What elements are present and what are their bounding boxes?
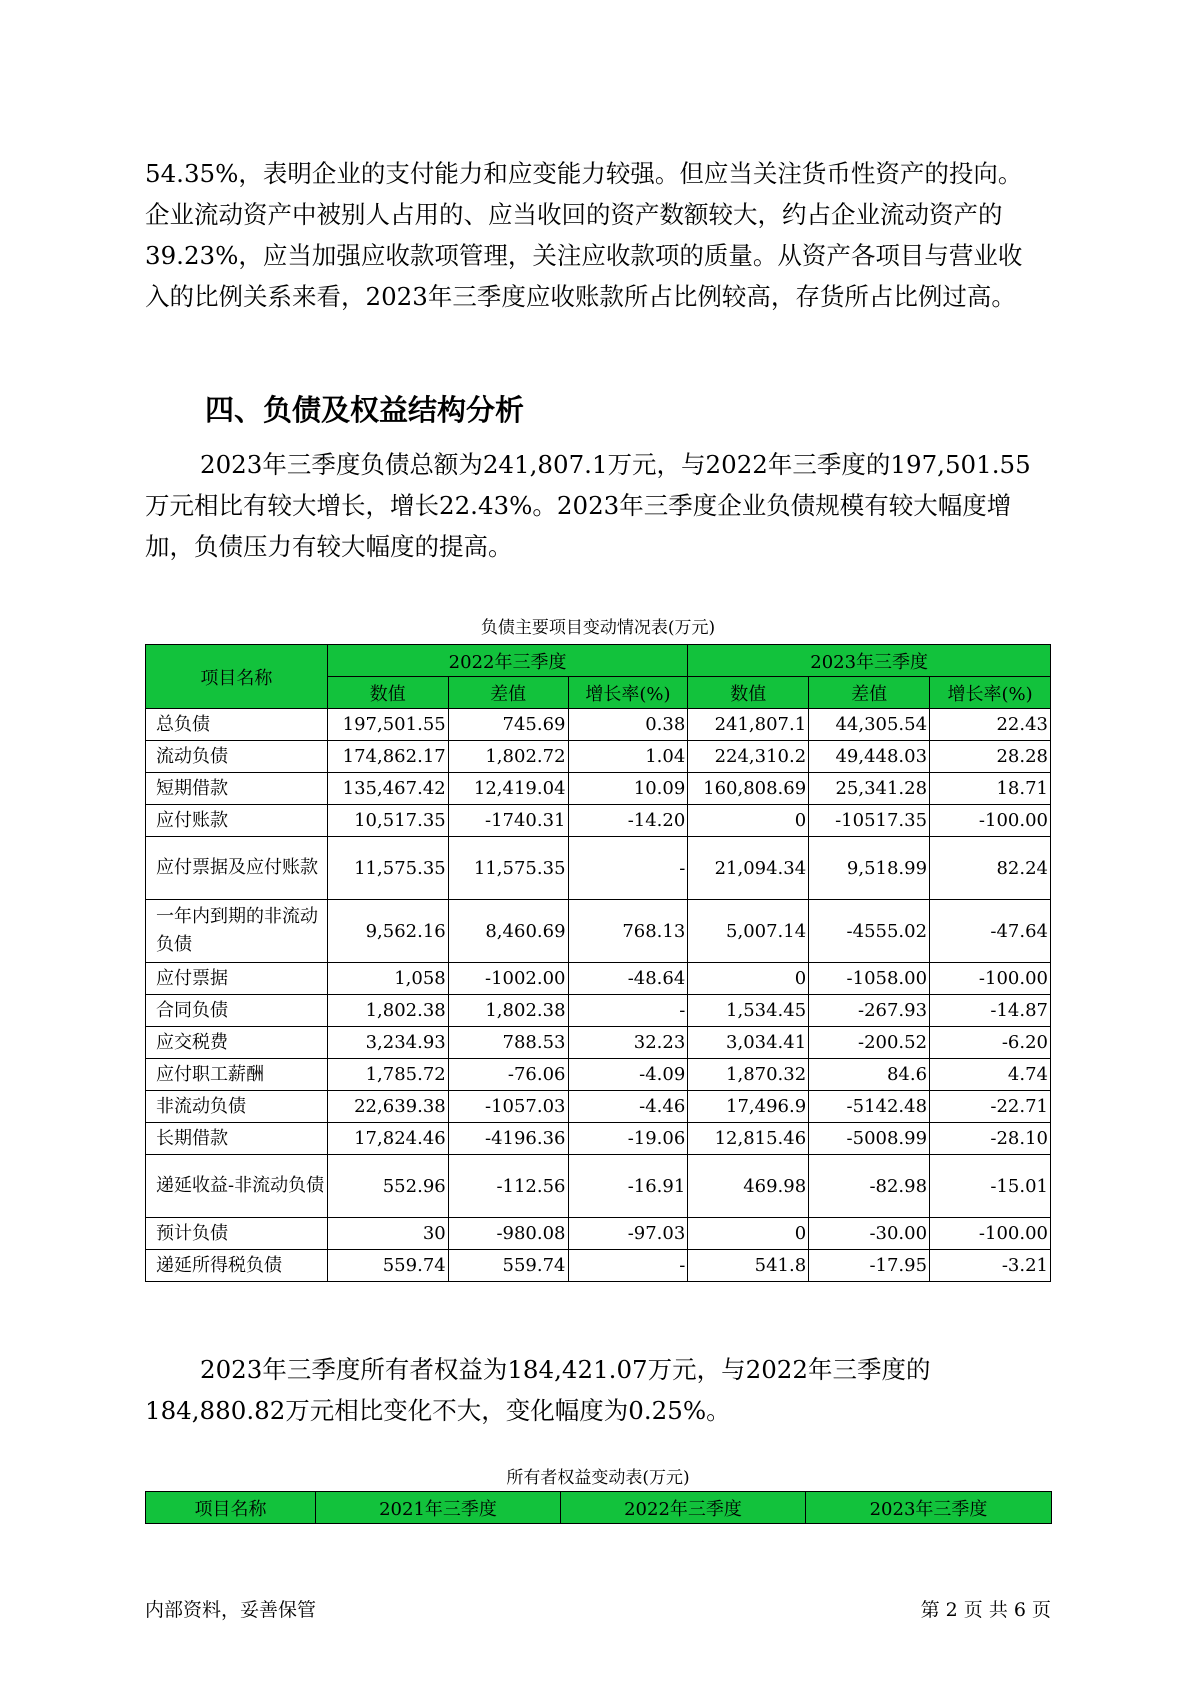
- table-cell: -48.64: [568, 963, 688, 995]
- table-cell: -17.95: [809, 1250, 930, 1282]
- table-cell: 174,862.17: [327, 741, 448, 773]
- table-row: [146, 1218, 1051, 1250]
- table-cell: 9,562.16: [327, 900, 448, 963]
- table-cell: 10,517.35: [327, 805, 448, 837]
- table-cell: -22.71: [930, 1091, 1051, 1123]
- table-cell: -10517.35: [809, 805, 930, 837]
- table-cell: -30.00: [809, 1218, 930, 1250]
- table-cell: -47.64: [930, 900, 1051, 963]
- liability-table-body: [146, 709, 1051, 1282]
- table-cell: 44,305.54: [809, 709, 930, 741]
- row-item-name: 总负债: [146, 709, 328, 741]
- row-item-name: 非流动负债: [146, 1091, 328, 1123]
- table-cell: 0: [688, 1218, 809, 1250]
- table-cell: -19.06: [568, 1123, 688, 1155]
- table-cell: -200.52: [809, 1027, 930, 1059]
- table-cell: 10.09: [568, 773, 688, 805]
- table-cell: 18.71: [930, 773, 1051, 805]
- table-cell: -5008.99: [809, 1123, 930, 1155]
- table-cell: 84.6: [809, 1059, 930, 1091]
- paragraph-liability-summary: 2023年三季度负债总额为241,807.1万元，与2022年三季度的197,501.55万元相比有较大增长，增长22.43%。2023年三季度企业负债规模有较大幅度增加，负债压力有较大幅度的提高。: [145, 450, 1031, 561]
- table-cell: -14.20: [568, 805, 688, 837]
- table-cell: -1058.00: [809, 963, 930, 995]
- table-cell: 1,058: [327, 963, 448, 995]
- table-cell: -97.03: [568, 1218, 688, 1250]
- table-cell: 135,467.42: [327, 773, 448, 805]
- table-cell: 30: [327, 1218, 448, 1250]
- subheader-diff: 差值: [809, 677, 930, 709]
- table-cell: -4.46: [568, 1091, 688, 1123]
- row-item-name: 短期借款: [146, 773, 328, 805]
- table-cell: -4555.02: [809, 900, 930, 963]
- liability-table: [145, 644, 1051, 1282]
- table-cell: 1,802.72: [448, 741, 568, 773]
- table-cell: 82.24: [930, 837, 1051, 900]
- table-cell: 224,310.2: [688, 741, 809, 773]
- table-cell: 49,448.03: [809, 741, 930, 773]
- table-row: [146, 741, 1051, 773]
- table-cell: 3,034.41: [688, 1027, 809, 1059]
- table-cell: -: [568, 837, 688, 900]
- table-cell: 768.13: [568, 900, 688, 963]
- table-cell: 552.96: [327, 1155, 448, 1218]
- row-item-name: 预计负债: [146, 1218, 328, 1250]
- table-cell: 1.04: [568, 741, 688, 773]
- table-cell: -28.10: [930, 1123, 1051, 1155]
- table-cell: 9,518.99: [809, 837, 930, 900]
- table-cell: -4196.36: [448, 1123, 568, 1155]
- column-header-period-2022: 2022年三季度: [327, 645, 687, 677]
- table-cell: 559.74: [448, 1250, 568, 1282]
- equity-table: [145, 1491, 1052, 1524]
- footer-page-number: 第 2 页 共 6 页: [920, 1599, 1051, 1621]
- table-cell: 21,094.34: [688, 837, 809, 900]
- subheader-diff: 差值: [448, 677, 568, 709]
- table-cell: 12,419.04: [448, 773, 568, 805]
- column-header-period-2023: 2023年三季度: [688, 645, 1051, 677]
- table-row: [146, 1091, 1051, 1123]
- table-cell: 32.23: [568, 1027, 688, 1059]
- table-cell: 5,007.14: [688, 900, 809, 963]
- table-cell: 22.43: [930, 709, 1051, 741]
- row-item-name: 应付账款: [146, 805, 328, 837]
- table-row: [146, 837, 1051, 900]
- subheader-growth: 增长率(%): [568, 677, 688, 709]
- subheader-value: 数值: [688, 677, 809, 709]
- row-item-name: 应付职工薪酬: [146, 1059, 328, 1091]
- table-cell: 12,815.46: [688, 1123, 809, 1155]
- table-cell: 11,575.35: [448, 837, 568, 900]
- table-cell: -1057.03: [448, 1091, 568, 1123]
- table-cell: 4.74: [930, 1059, 1051, 1091]
- table-row: [146, 709, 1051, 741]
- table-row: [146, 1059, 1051, 1091]
- table-row: [146, 1250, 1051, 1282]
- table-cell: 1,785.72: [327, 1059, 448, 1091]
- column-header-2023: 2023年三季度: [806, 1492, 1052, 1524]
- table-cell: -16.91: [568, 1155, 688, 1218]
- row-item-name: 应交税费: [146, 1027, 328, 1059]
- table-cell: 25,341.28: [809, 773, 930, 805]
- table-cell: -82.98: [809, 1155, 930, 1218]
- paragraph-asset-analysis: 54.35%，表明企业的支付能力和应变能力较强。但应当关注货币性资产的投向。企业流动资产中被别人占用的、应当收回的资产数额较大，约占企业流动资产的39.23%，应当加强应收款项管理，关注应收款项的质量。从资产各项目与营业收入的比例关系来看，2023年三季度应收账款所占比例较高，存货所占比例过高。: [145, 159, 1023, 311]
- table2-caption: 所有者权益变动表(万元): [506, 1468, 690, 1488]
- column-header-item-name: 项目名称: [146, 1492, 316, 1524]
- table-cell: -5142.48: [809, 1091, 930, 1123]
- table-cell: -: [568, 1250, 688, 1282]
- row-item-name: 应付票据: [146, 963, 328, 995]
- table-cell: -: [568, 995, 688, 1027]
- table1-caption: 负债主要项目变动情况表(万元): [480, 618, 716, 638]
- table-cell: 469.98: [688, 1155, 809, 1218]
- row-item-name: 递延收益-非流动负债: [146, 1155, 328, 1218]
- table-cell: -100.00: [930, 963, 1051, 995]
- table-cell: 11,575.35: [327, 837, 448, 900]
- row-item-name: 流动负债: [146, 741, 328, 773]
- table-cell: 0: [688, 805, 809, 837]
- table-row: [146, 1155, 1051, 1218]
- column-header-2021: 2021年三季度: [316, 1492, 561, 1524]
- table-cell: 160,808.69: [688, 773, 809, 805]
- table-cell: -112.56: [448, 1155, 568, 1218]
- table-cell: 1,534.45: [688, 995, 809, 1027]
- table-row: [146, 900, 1051, 963]
- table-cell: -1002.00: [448, 963, 568, 995]
- footer-confidential-note: 内部资料，妥善保管: [145, 1599, 317, 1621]
- table-cell: -6.20: [930, 1027, 1051, 1059]
- subheader-growth: 增长率(%): [930, 677, 1051, 709]
- table-cell: 788.53: [448, 1027, 568, 1059]
- table-cell: 0: [688, 963, 809, 995]
- table-cell: 1,802.38: [327, 995, 448, 1027]
- table-cell: -980.08: [448, 1218, 568, 1250]
- table-cell: -76.06: [448, 1059, 568, 1091]
- table-cell: 241,807.1: [688, 709, 809, 741]
- table-cell: 197,501.55: [327, 709, 448, 741]
- row-item-name: 合同负债: [146, 995, 328, 1027]
- table-cell: -267.93: [809, 995, 930, 1027]
- table-row: [146, 995, 1051, 1027]
- row-item-name: 长期借款: [146, 1123, 328, 1155]
- table-cell: 541.8: [688, 1250, 809, 1282]
- table-cell: -3.21: [930, 1250, 1051, 1282]
- table-cell: -14.87: [930, 995, 1051, 1027]
- row-item-name: 应付票据及应付账款: [146, 837, 328, 900]
- paragraph-equity-summary: 2023年三季度所有者权益为184,421.07万元，与2022年三季度的184,880.82万元相比变化不大，变化幅度为0.25%。: [145, 1355, 931, 1425]
- table-row: [146, 1027, 1051, 1059]
- table-cell: 22,639.38: [327, 1091, 448, 1123]
- table-row: [146, 1123, 1051, 1155]
- table-cell: 745.69: [448, 709, 568, 741]
- table-cell: -100.00: [930, 805, 1051, 837]
- table-row: [146, 963, 1051, 995]
- table-cell: 28.28: [930, 741, 1051, 773]
- table-cell: -100.00: [930, 1218, 1051, 1250]
- subheader-value: 数值: [327, 677, 448, 709]
- table-cell: 17,824.46: [327, 1123, 448, 1155]
- column-header-2022: 2022年三季度: [561, 1492, 806, 1524]
- table-cell: -1740.31: [448, 805, 568, 837]
- table-cell: 0.38: [568, 709, 688, 741]
- row-item-name: 递延所得税负债: [146, 1250, 328, 1282]
- table-row: [146, 805, 1051, 837]
- table-cell: -15.01: [930, 1155, 1051, 1218]
- table-cell: 17,496.9: [688, 1091, 809, 1123]
- table-cell: 3,234.93: [327, 1027, 448, 1059]
- table-cell: 1,870.32: [688, 1059, 809, 1091]
- table-cell: -4.09: [568, 1059, 688, 1091]
- table-cell: 559.74: [327, 1250, 448, 1282]
- table-cell: 8,460.69: [448, 900, 568, 963]
- section-heading: 四、负债及权益结构分析: [205, 393, 525, 427]
- column-header-item-name: 项目名称: [146, 645, 328, 709]
- table-cell: 1,802.38: [448, 995, 568, 1027]
- row-item-name: 一年内到期的非流动负债: [146, 900, 328, 963]
- table-row: [146, 773, 1051, 805]
